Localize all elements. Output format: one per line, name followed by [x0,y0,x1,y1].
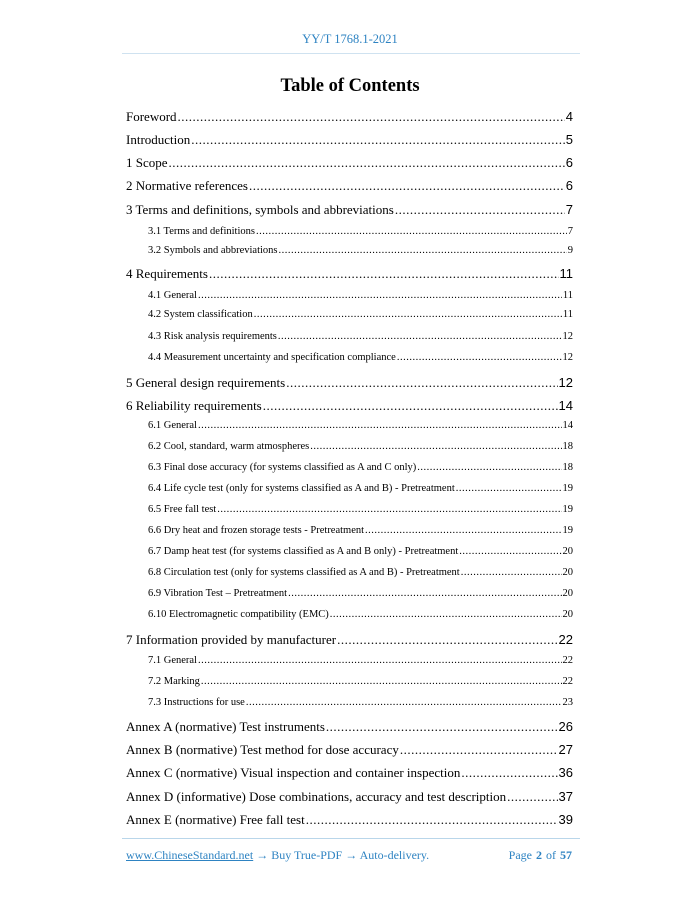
toc-entry-page: 39 [558,812,573,827]
toc-entry-label: 4.1 General [148,290,197,301]
toc-entry-page: 6 [565,155,573,170]
toc-entry-label: 6.4 Life cycle test (only for systems classified as A and B) - Pretreatment [148,483,455,494]
dot-leader [330,609,562,620]
buy-text: Buy True-PDF [271,848,343,862]
toc-entry-label: 4.4 Measurement uncertainty and specification compliance [148,352,396,363]
toc-entry[interactable] [126,266,573,282]
toc-entry-page: 6 [565,178,573,193]
toc-entry-label: 6.8 Circulation test (only for systems classified as A and B) - Pretreatment [148,567,460,578]
toc-entry[interactable] [126,789,573,805]
toc-entry-page: 20 [562,546,573,557]
dot-leader [456,483,562,494]
toc-entry-label: 1 Scope [126,155,168,170]
toc-entry[interactable] [126,742,573,758]
toc-entry-page: 14 [558,398,573,413]
toc-entry-page: 7 [567,226,573,237]
toc-entry-page: 7 [565,202,573,217]
toc-entry[interactable] [148,441,573,452]
toc-entry-label: 7.2 Marking [148,676,200,687]
toc-entry-page: 20 [562,567,573,578]
dot-leader [365,525,561,536]
dot-leader [254,309,562,320]
toc-entry-label: Annex D (informative) Dose combinations, accuracy and test description [126,789,507,804]
toc-entry-label: Annex A (normative) Test instruments [126,719,325,734]
toc-entry[interactable] [148,655,573,666]
dot-leader [198,655,562,666]
toc-entry-page: 5 [565,132,573,147]
toc-entry[interactable] [148,462,573,473]
toc-entry-page: 11 [562,309,573,320]
dot-leader [263,398,558,414]
toc-entry[interactable] [148,525,573,536]
dot-leader [400,742,558,758]
toc-entry-page: 20 [562,588,573,599]
toc-entry[interactable] [126,132,573,148]
dot-leader [288,588,561,599]
dot-leader [191,132,565,148]
toc-entry-page: 12 [558,375,573,390]
toc-entry-label: 3.1 Terms and definitions [148,226,255,237]
toc-entry-page: 26 [558,719,573,734]
toc-entry-label: 4.3 Risk analysis requirements [148,331,277,342]
toc-entry[interactable] [148,546,573,557]
dot-leader [417,462,561,473]
toc-entry-page: 14 [562,420,573,431]
dot-leader [246,697,562,708]
toc-entry-label: 7.3 Instructions for use [148,697,245,708]
dot-leader [201,676,562,687]
toc-entry[interactable] [148,676,573,687]
website-link[interactable]: www.ChineseStandard.net [126,848,254,862]
toc-entry[interactable] [126,155,573,171]
toc-entry-page: 11 [562,290,573,301]
dot-leader [169,155,565,171]
toc-entry-page: 37 [558,789,573,804]
toc-entry[interactable] [148,420,573,431]
toc-entry[interactable] [126,202,573,218]
toc-entry[interactable] [148,697,573,708]
toc-entry-page: 18 [562,462,573,473]
toc-entry-page: 12 [562,331,573,342]
toc-entry-label: 5 General design requirements [126,375,286,390]
dot-leader [459,546,561,557]
toc-entry[interactable] [148,567,573,578]
toc-entry-page: 18 [562,441,573,452]
dot-leader [461,765,557,781]
toc-entry-label: 6.5 Free fall test [148,504,217,515]
toc-entry-label: 7.1 General [148,655,197,666]
dot-leader [507,789,557,805]
toc-entry[interactable] [148,609,573,620]
toc-entry[interactable] [148,352,573,363]
toc-entry[interactable] [148,504,573,515]
toc-entry[interactable] [148,331,573,342]
page-indicator: Page 2 of 57 [508,848,572,862]
dot-leader [306,812,558,828]
dot-leader [279,245,567,256]
toc-entry-page: 19 [562,483,573,494]
toc-entry[interactable] [148,309,573,320]
toc-entry-page: 22 [558,632,573,647]
toc-entry-page: 4 [565,109,573,124]
toc-entry-label: Introduction [126,132,191,147]
toc-entry-page: 19 [562,525,573,536]
toc-entry-page: 22 [562,655,573,666]
dot-leader [310,441,561,452]
toc-entry[interactable] [126,719,573,735]
toc-entry-label: Annex C (normative) Visual inspection and container inspection [126,765,461,780]
toc-entry-label: 2 Normative references [126,178,248,193]
toc-entry[interactable] [126,178,573,194]
dot-leader [178,109,565,125]
arrow-icon: → [345,848,358,862]
toc-entry-page: 9 [567,245,573,256]
toc-entry[interactable] [126,109,573,125]
toc-entry-label: 3.2 Symbols and abbreviations [148,245,278,256]
toc-entry-label: 6 Reliability requirements [126,398,262,413]
footer-divider [122,838,580,839]
toc-entry-label: 6.3 Final dose accuracy (for systems classified as A and C only) [148,462,417,473]
toc-entry[interactable] [126,375,573,391]
dot-leader [198,420,562,431]
toc-entry-label: 6.7 Damp heat test (for systems classified as A and B only) - Pretreatment [148,546,459,557]
dot-leader [461,567,562,578]
toc-entry-label: 6.2 Cool, standard, warm atmospheres [148,441,310,452]
current-page: 2 [536,848,542,862]
toc-entry[interactable] [148,483,573,494]
toc-entry-label: 4.2 System classification [148,309,253,320]
toc-entry-label: 7 Information provided by manufacturer [126,632,337,647]
dot-leader [217,504,561,515]
toc-entry[interactable] [126,812,573,828]
dot-leader [397,352,562,363]
toc-entry[interactable] [126,765,573,781]
toc-entry[interactable] [126,632,573,648]
dot-leader [256,226,567,237]
toc-entry-page: 19 [562,504,573,515]
toc-entry[interactable] [148,290,573,301]
header-divider [122,53,580,54]
toc-entry-label: 6.10 Electromagnetic compatibility (EMC) [148,609,329,620]
dot-leader [209,266,559,282]
toc-entry[interactable] [148,588,573,599]
toc-entry[interactable] [148,245,573,256]
delivery-text: Auto-delivery. [359,848,430,862]
toc-entry-page: 36 [558,765,573,780]
toc-entry-label: 4 Requirements [126,266,208,281]
toc-entry-page: 20 [562,609,573,620]
dot-leader [198,290,562,301]
header-doc-id: YY/T 1768.1-2021 [302,32,398,46]
toc-entry-page: 12 [562,352,573,363]
dot-leader [278,331,562,342]
toc-entry-label: 3 Terms and definitions, symbols and abbreviations [126,202,394,217]
toc-entry-page: 23 [562,697,573,708]
dot-leader [286,375,557,391]
toc-entry-page: 27 [558,742,573,757]
toc-entry-label: Foreword [126,109,177,124]
dot-leader [395,202,565,218]
toc-entry[interactable] [126,398,573,414]
toc-entry-page: 22 [562,676,573,687]
page-title: Table of Contents [280,76,420,96]
toc-entry-page: 11 [559,266,573,281]
toc-entry-label: Annex B (normative) Test method for dose accuracy [126,742,399,757]
total-pages: 57 [560,848,572,862]
toc-entry-label: 6.9 Vibration Test – Pretreatment [148,588,288,599]
toc-entry-label: Annex E (normative) Free fall test [126,812,305,827]
dot-leader [337,632,557,648]
toc-entry-label: 6.6 Dry heat and frozen storage tests - Pretreatment [148,525,365,536]
toc-entry-label: 6.1 General [148,420,197,431]
dot-leader [249,178,565,194]
arrow-icon: → [256,848,269,862]
dot-leader [326,719,558,735]
footer [126,848,576,863]
toc-entry[interactable] [148,226,573,237]
